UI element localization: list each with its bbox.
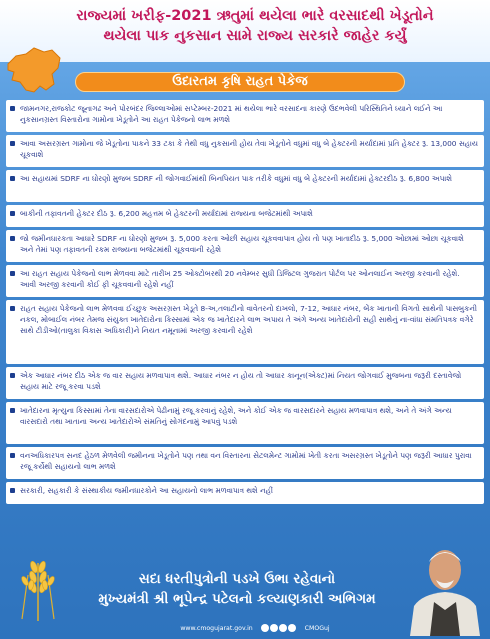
bullet-icon bbox=[10, 211, 15, 216]
list-item bbox=[6, 402, 484, 444]
list-item-text: આ રાહત સહાય પેકેજનો લાભ મેળવવા માટે તારીખ 25 ઓક્ટોબરથી 20 નવેમ્બર સુધી ડિજિટલ ગુજરાત પોર્ટલ પર ઓનલાઈન અરજી કરવાની રહેશે. આવી અરજી કરવાની કોઈ ફી ચૂકવવાની રહેશે નહીં bbox=[20, 269, 460, 289]
title-line-2: થયેલા પાક નુકસાન સામે રાજ્ય સરકારે જાહેર કર્યું bbox=[103, 28, 407, 44]
page-title bbox=[40, 6, 470, 46]
bullet-icon bbox=[10, 271, 15, 276]
title-line-1: રાજ્યમાં ખરીફ-2021 ઋતુમાં થયેલા ભારે વરસાદથી ખેડૂતોને bbox=[76, 8, 434, 24]
chief-minister-portrait bbox=[400, 532, 490, 636]
list-item-text: જો જમીનધારકતા આધારે SDRF ના ધોરણો મુજબ રૂ. 5,000 કરતા ઓછી સહાય ચૂકવવાપાત્ર હોય તો પણ ખાતાદીઠ રૂ. 5,000 ઓછામાં ઓછા ચૂકવાશે અને તેમાં પણ તફાવતની રકમ રાજ્યના બજેટમાંથી ચૂકવવાની રહેશે bbox=[20, 234, 464, 254]
bullet-icon bbox=[10, 141, 15, 146]
bullet-icon bbox=[10, 106, 15, 111]
social-icons bbox=[261, 625, 299, 632]
social-handle[interactable]: CMOGuj bbox=[304, 625, 330, 632]
list-item bbox=[6, 170, 484, 202]
list-item-text: જામનગર,રાજકોટ જૂનાગઢ અને પોરબંદર જિલ્લાઓમાં સપ્ટેમ્બર-2021 માં થયેલા ભારે વરસાદના કારણે ઉદભવેલી પરિસ્થિતિને ધ્યાને લઈને આ નુકસાનગ્રસ્ત વિસ્તારોના ગામોના ખેડૂતોને આ રાહત પેકેજનો લાભ મળશે bbox=[20, 104, 443, 124]
list-item-text: સરકારી, સહકારી કે સંસ્થાકીય જમીનધારકોને આ સહાયનો લાભ મળવાપાત્ર થશે નહીં bbox=[20, 486, 273, 495]
list-item-text: આ સહાયમાં SDRF ના ધોરણો મુજબ SDRF ની જોગવાઈમાંથી બિનપિયત પાક તરીકે વધુમાં વધુ બે હેક્ટરની મર્યાદામાં હેક્ટરદીઠ રૂ. 6,800 અપાશે bbox=[20, 174, 452, 183]
list-item bbox=[6, 135, 484, 167]
list-item bbox=[6, 265, 484, 297]
list-item-text: રાહત સહાય પેકેજનો લાભ મેળવવા ઈચ્છુક અસરગ્રસ્ત ખેડૂતે 8-અ,તલાટીનો વાવેતરનો દાખલો, 7-12, આધાર નંબર, બેંક ખાતાની વિગતો સાથેની પાસબુકની નકલ, મોબાઈલ નંબર તેમજ સંયુક્ત ખાતેદારોના કિસ્સામાં એક જ ખાતેદારને લાભ અપાય તે અંગે અન્ય ખાતેદારોની સહી સાથેનું ના-વાંધા સંમતિપત્રક વગેરે સાથે ટીડીઓ(તાલુકા વિકાસ અધિકારી)ને નિયત નમૂનામાં અરજી કરવાની રહેશે bbox=[20, 304, 477, 335]
wheat-icon bbox=[8, 555, 68, 623]
bullet-icon bbox=[10, 488, 15, 493]
list-item-text: એક આધાર નંબર દીઠ એક જ વાર સહાય મળવાપાત્ર થશે. આધાર નંબર ન હોય તો આધાર કાનૂન(એક્ટ)માં નિયત જોગવાઈ મુજબના જરૂરી દસ્તાવેજો સહાય માટે રજૂ કરવા પડશે bbox=[20, 371, 462, 391]
gujarat-map-icon bbox=[4, 44, 64, 98]
facebook-icon[interactable] bbox=[261, 624, 269, 632]
bullet-icon bbox=[10, 373, 15, 378]
youtube-icon[interactable] bbox=[288, 624, 296, 632]
footer-slogan bbox=[72, 569, 402, 609]
list-item-text: ખાતેદારના મૃત્યુના કિસ્સામાં તેના વારસદારોએ પેઢીનામું રજૂ કરવાનું રહેશે, અને કોઈ એક જ વારસદારને સહાય મળવાપાત્ર થશે, અને તે અંગે અન્ય વારસદારો તથા ખાતાના અન્ય ખાતેદારોએ સંમતિનું સોગંદનામું આપવું પડશે bbox=[20, 406, 452, 426]
slogan-line-1: સદા ધરતીપુત્રોની પડખે ઉભા રહેવાનો bbox=[138, 571, 336, 587]
list-item bbox=[6, 367, 484, 399]
list-item-text: વનઅધિકારપત્ર સનદ હેઠળ મેળવેલી જમીનના ખેડૂતોને પણ તથા વન વિસ્તારના સેટલમેન્ટ ગામોમાં ખેતી કરતા અસરગ્રસ્ત ખેડૂતોને પણ જરૂરી આધાર પુરાવા રજૂ કર્યેથી સહાયનો લાભ મળશે bbox=[20, 451, 472, 471]
list-item-text: આવા અસરગ્રસ્ત ગામોના જે ખેડૂતોના પાકને 33 ટકા કે તેથી વધુ નુકસાની હોય તેવા ખેડૂતોને વધુમાં વધુ બે હેક્ટરની મર્યાદામાં પ્રતિ હેક્ટર રૂ. 13,000 સહાય ચૂકવાશે bbox=[20, 139, 478, 159]
bullet-icon bbox=[10, 408, 15, 413]
bullet-icon bbox=[10, 306, 15, 311]
list-item bbox=[6, 230, 484, 262]
slogan-line-2: મુખ્યમંત્રી શ્રી ભૂપેન્દ્ર પટેલનો કલ્યાણકારી અભિગમ bbox=[98, 591, 376, 607]
twitter-icon[interactable] bbox=[270, 624, 278, 632]
bullet-icon bbox=[10, 176, 15, 181]
bullet-icon bbox=[10, 236, 15, 241]
instagram-icon[interactable] bbox=[279, 624, 287, 632]
list-item bbox=[6, 205, 484, 227]
list-item bbox=[6, 100, 484, 132]
list-item-text: બાકીની તફાવતની હેક્ટર દીઠ રૂ. 6,200 મહત્તમ બે હેક્ટરની મર્યાદામાં રાજ્યના બજેટમાંથી અપાશે bbox=[20, 209, 313, 218]
list-item bbox=[6, 482, 484, 504]
list-item bbox=[6, 300, 484, 364]
footer-links bbox=[150, 622, 360, 635]
website-link[interactable]: www.cmogujarat.gov.in bbox=[180, 625, 253, 632]
subtitle: ઉદારતમ કૃષિ રાહત પેકેજ bbox=[172, 74, 308, 89]
list-item bbox=[6, 447, 484, 479]
bullet-icon bbox=[10, 453, 15, 458]
